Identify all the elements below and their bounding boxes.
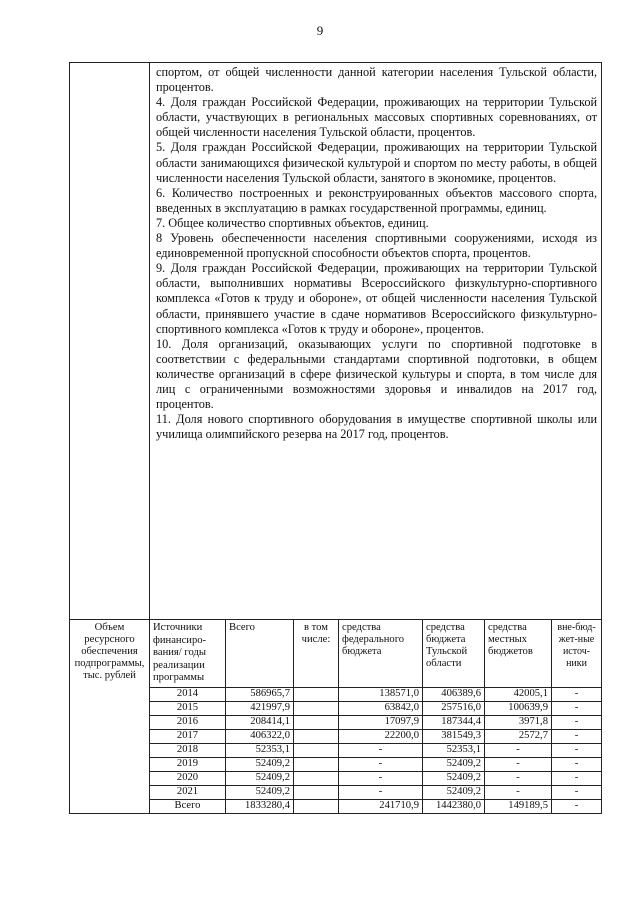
indicator-paragraph: 5. Доля граждан Российской Федерации, проживающих на территории Тульской области занимающихся физической культурой и спортом по месту работы, в общей численности населения Тульской области, занятого в экономике, процентов. bbox=[156, 140, 598, 185]
table-row bbox=[70, 757, 602, 771]
cell-including bbox=[294, 757, 339, 771]
cell-including bbox=[294, 715, 339, 729]
table-row bbox=[70, 771, 602, 785]
header-federal: средства федерального бюджета bbox=[339, 620, 423, 688]
cell-local: 149189,5 bbox=[485, 799, 552, 813]
cell-offbudget: - bbox=[552, 799, 602, 813]
indicators-row bbox=[70, 63, 602, 620]
table-row bbox=[70, 785, 602, 799]
cell-year: 2016 bbox=[150, 715, 226, 729]
header-local: средства местных бюджетов bbox=[485, 620, 552, 688]
cell-local: 100639,9 bbox=[485, 701, 552, 715]
table-row bbox=[70, 715, 602, 729]
table-row bbox=[70, 701, 602, 715]
cell-local: - bbox=[485, 771, 552, 785]
indicator-paragraph: 6. Количество построенных и реконструированных объектов массового спорта, введенных в эксплуатацию в рамках государственной программы, единиц. bbox=[156, 185, 598, 215]
cell-including bbox=[294, 687, 339, 701]
cell-including bbox=[294, 743, 339, 757]
cell-including bbox=[294, 701, 339, 715]
cell-year: 2019 bbox=[150, 757, 226, 771]
cell-regional: 52409,2 bbox=[423, 785, 485, 799]
cell-regional: 406389,6 bbox=[423, 687, 485, 701]
cell-total: 52409,2 bbox=[226, 785, 294, 799]
cell-regional: 1442380,0 bbox=[423, 799, 485, 813]
cell-federal: 22200,0 bbox=[339, 729, 423, 743]
cell-regional: 381549,3 bbox=[423, 729, 485, 743]
cell-federal: - bbox=[339, 771, 423, 785]
cell-total: 421997,9 bbox=[226, 701, 294, 715]
cell-year: 2015 bbox=[150, 701, 226, 715]
indicator-paragraph: 8 Уровень обеспеченности населения спортивными сооружениями, исходя из единовременной пропускной способности объектов спорта, процентов. bbox=[156, 231, 598, 261]
cell-regional: 257516,0 bbox=[423, 701, 485, 715]
cell-total: 406322,0 bbox=[226, 729, 294, 743]
cell-offbudget: - bbox=[552, 771, 602, 785]
cell-federal: 63842,0 bbox=[339, 701, 423, 715]
indicator-paragraph: 7. Общее количество спортивных объектов, единиц. bbox=[156, 215, 429, 230]
cell-including bbox=[294, 799, 339, 813]
cell-federal: 241710,9 bbox=[339, 799, 423, 813]
cell-local: 3971,8 bbox=[485, 715, 552, 729]
cell-local: - bbox=[485, 785, 552, 799]
indicator-paragraph: 4. Доля граждан Российской Федерации, проживающих на территории Тульской области, участвующих в региональных массовых спортивных соревнованиях, от общей численности населения Тульской области, процентов. bbox=[156, 95, 598, 140]
header-total: Всего bbox=[226, 620, 294, 688]
cell-regional: 187344,4 bbox=[423, 715, 485, 729]
cell-offbudget: - bbox=[552, 701, 602, 715]
cell-total: 52409,2 bbox=[226, 757, 294, 771]
indicators-label-cell bbox=[70, 63, 150, 620]
finance-label: Объем ресурсного обеспечения подпрограммы, тыс. рублей bbox=[70, 620, 150, 814]
cell-local: 2572,7 bbox=[485, 729, 552, 743]
cell-year: 2014 bbox=[150, 687, 226, 701]
cell-offbudget: - bbox=[552, 743, 602, 757]
cell-year: 2020 bbox=[150, 771, 226, 785]
cell-total: 52353,1 bbox=[226, 743, 294, 757]
table-row-total bbox=[70, 799, 602, 813]
cell-local: 42005,1 bbox=[485, 687, 552, 701]
header-offbudget: вне-бюд-жет-ные источ-ники bbox=[552, 620, 602, 688]
cell-federal: - bbox=[339, 785, 423, 799]
cell-year: Всего bbox=[150, 799, 226, 813]
indicator-paragraph: 11. Доля нового спортивного оборудования в имуществе спортивной школы или училища олимпийского резерва на 2017 год, процентов. bbox=[156, 412, 598, 442]
cell-total: 52409,2 bbox=[226, 771, 294, 785]
cell-federal: 17097,9 bbox=[339, 715, 423, 729]
table-row bbox=[70, 729, 602, 743]
cell-local: - bbox=[485, 743, 552, 757]
header-source: Источники финансиро-вания/ годы реализации программы bbox=[150, 620, 226, 688]
cell-offbudget: - bbox=[552, 757, 602, 771]
table-row bbox=[70, 743, 602, 757]
passport-table bbox=[69, 62, 602, 814]
cell-including bbox=[294, 729, 339, 743]
indicator-paragraph: 10. Доля организаций, оказывающих услуги по спортивной подготовке в соответствии с федеральными стандартами спортивной подготовки, в общем количестве организаций в сфере физической культуры и спорта, в том числе для лиц с ограниченными возможностями здоровья и инвалидов на 2017 год, процентов. bbox=[156, 336, 598, 412]
cell-including bbox=[294, 785, 339, 799]
cell-year: 2021 bbox=[150, 785, 226, 799]
cell-total: 1833280,4 bbox=[226, 799, 294, 813]
cell-offbudget: - bbox=[552, 715, 602, 729]
header-regional: средства бюджета Тульской области bbox=[423, 620, 485, 688]
cell-offbudget: - bbox=[552, 687, 602, 701]
cell-regional: 52353,1 bbox=[423, 743, 485, 757]
finance-header-row bbox=[70, 620, 602, 688]
cell-federal: 138571,0 bbox=[339, 687, 423, 701]
cell-total: 586965,7 bbox=[226, 687, 294, 701]
cell-total: 208414,1 bbox=[226, 715, 294, 729]
cell-regional: 52409,2 bbox=[423, 771, 485, 785]
cell-offbudget: - bbox=[552, 785, 602, 799]
cell-regional: 52409,2 bbox=[423, 757, 485, 771]
cell-federal: - bbox=[339, 743, 423, 757]
table-row bbox=[70, 687, 602, 701]
page-number: 9 bbox=[316, 23, 324, 38]
indicators-text-cell bbox=[150, 63, 602, 620]
cell-year: 2018 bbox=[150, 743, 226, 757]
cell-offbudget: - bbox=[552, 729, 602, 743]
cell-including bbox=[294, 771, 339, 785]
finance-section bbox=[70, 620, 602, 814]
cell-year: 2017 bbox=[150, 729, 226, 743]
cell-local: - bbox=[485, 757, 552, 771]
cell-federal: - bbox=[339, 757, 423, 771]
indicator-paragraph: 9. Доля граждан Российской Федерации, проживающих на территории Тульской области, выполнивших нормативы Всероссийского физкультурно-спортивного комплекса «Готов к труду и обороне», от общей численности населения Тульской области, принявшего участие в сдаче нормативов Всероссийского физкультурно-спортивного комплекса «Готов к труду и обороне», процентов. bbox=[156, 261, 598, 336]
indicator-paragraph: спортом, от общей численности данной категории населения Тульской области, процентов. bbox=[156, 65, 598, 95]
header-including: в том числе: bbox=[294, 620, 339, 688]
